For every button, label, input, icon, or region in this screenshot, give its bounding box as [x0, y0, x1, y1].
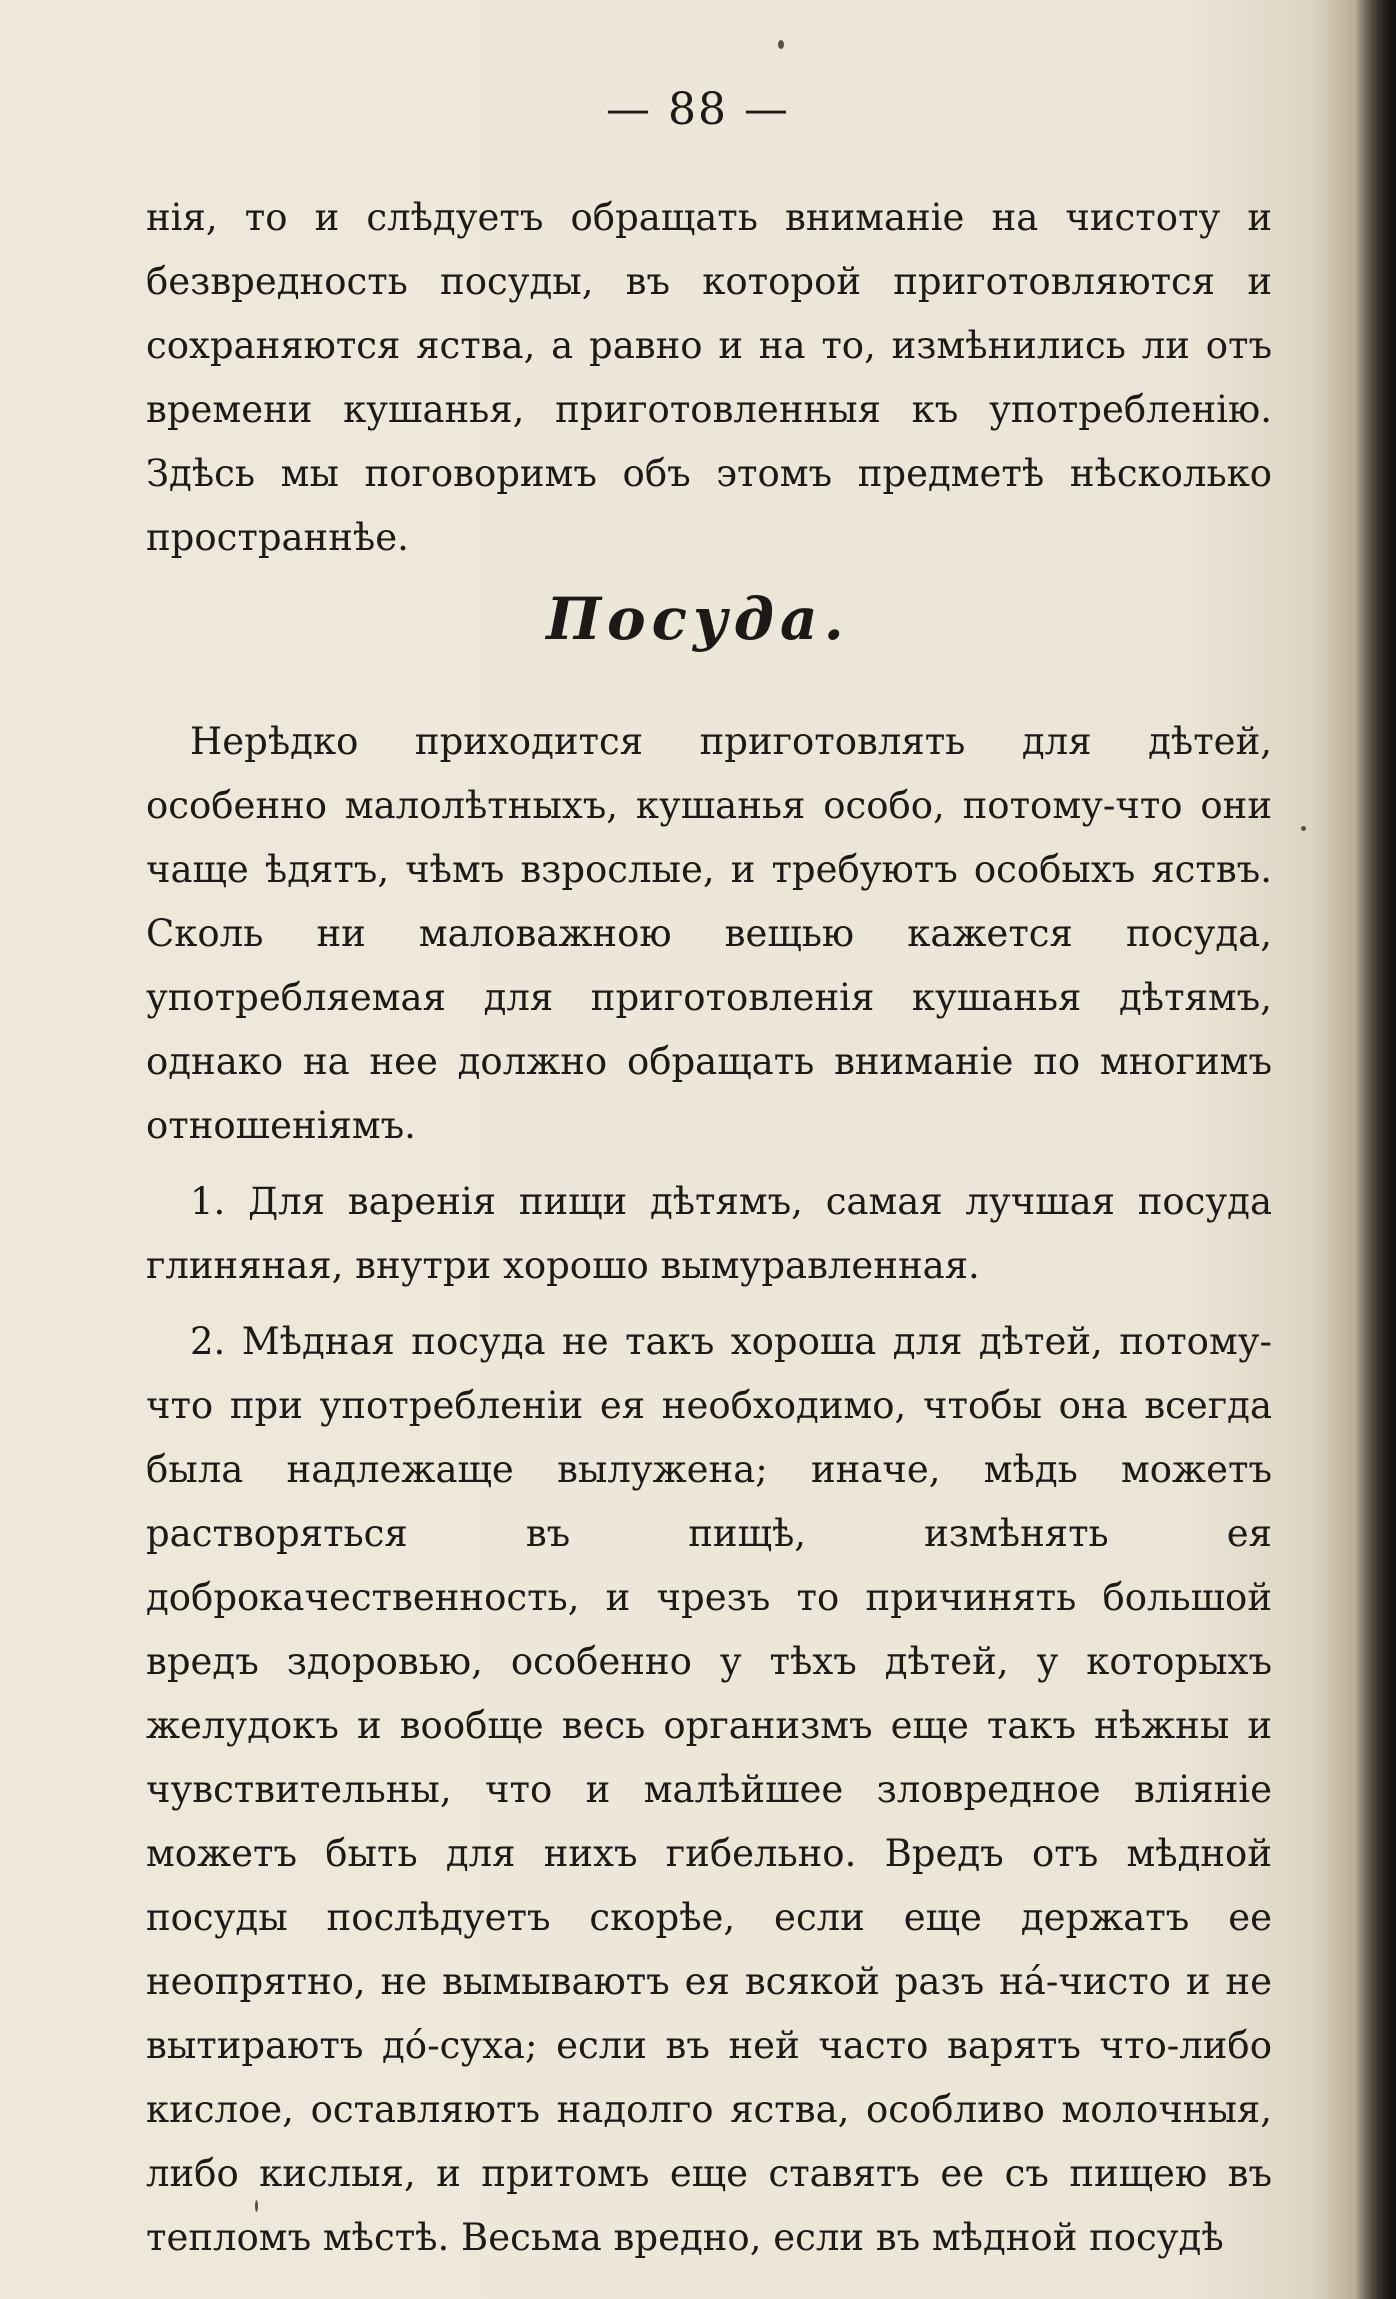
intro-paragraph-block	[146, 186, 1272, 570]
section-body	[146, 710, 1272, 2270]
ink-speck	[778, 40, 784, 49]
ink-speck	[1301, 826, 1306, 831]
section-heading: Посуда.	[546, 585, 850, 653]
intro-paragraph: нія, то и слѣдуетъ обращать вниманіе на чистоту и безвредность посуды, въ которой приготовляются и сохраняются яства, а равно и на то, измѣнились ли отъ времени кушанья, приготовленныя къ употребленію. Здѣсь мы поговоримъ объ этомъ предметѣ нѣсколько пространнѣе.	[146, 196, 1272, 559]
body-paragraph: Нерѣдко приходится приготовлять для дѣтей, особенно малолѣтныхъ, кушанья особо, потому-что они чаще ѣдятъ, чѣмъ взрослые, и требуютъ особыхъ яствъ. Сколь ни маловажною вещью кажется посуда, употребляемая для приготовленія кушанья дѣтямъ, однако на нее должно обращать вниманіе по многимъ отношеніямъ.	[146, 720, 1272, 1147]
numbered-paragraph-2: 2. Мѣдная посуда не такъ хороша для дѣтей, потому-что при употребленіи ея необходимо, чтобы она всегда была надлежаще вылужена; иначе, мѣдь можетъ растворяться въ пищѣ, измѣнять ея доброкачественность, и чрезъ то причинять большой вредъ здоровью, особенно у тѣхъ дѣтей, у которыхъ желудокъ и вообще весь организмъ еще такъ нѣжны и чувствительны, что и малѣйшее зловредное вліяніе можетъ быть для нихъ гибельно. Вредъ отъ мѣдной посуды послѣдуетъ скорѣе, если еще держатъ ее неопрятно, не вымываютъ ея всякой разъ на́-чисто и не вытираютъ до́-суха; если въ ней часто варятъ что-либо кислое, оставляютъ надолго яства, особливо молочныя, либо кислыя, и притомъ еще ставятъ ее съ пищею въ тепломъ мѣстѣ. Весьма вредно, если въ мѣдной посудѣ	[146, 1320, 1272, 2259]
numbered-paragraph-1: 1. Для варенія пищи дѣтямъ, самая лучшая посуда глиняная, внутри хорошо вымуравленная.	[146, 1180, 1272, 1287]
page-number: — 88 —	[606, 84, 790, 135]
binding-gutter	[1356, 0, 1396, 2299]
